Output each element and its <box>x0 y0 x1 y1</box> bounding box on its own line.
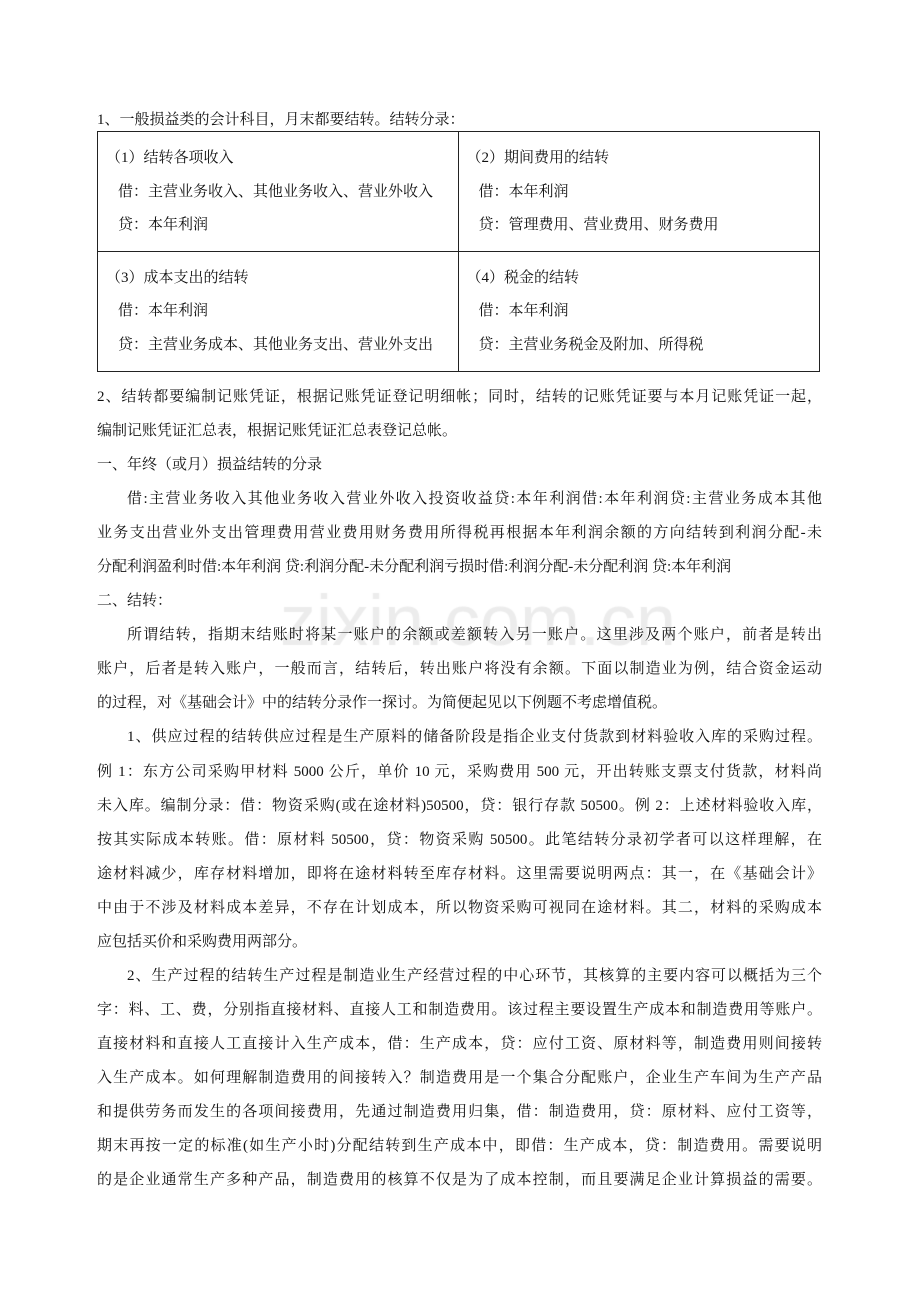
heading-2: 二、结转： <box>97 593 173 610</box>
text-line: 期末再按一定的标准(如生产小时)分配结转到生产成本中，即借：生产成本，贷：制造费用。需要说明 <box>97 1138 822 1155</box>
text-line: 应包括买价和采购费用两部分。 <box>97 933 308 950</box>
table-cell <box>98 252 459 372</box>
cell-heading: （1）结转各项收入 <box>106 150 234 166</box>
text-line: 途材料减少，库存材料增加，即将在途材料转至库存材料。这里需要说明两点：其一，在《基础会计》 <box>97 865 822 882</box>
paragraph-6 <box>97 959 822 1197</box>
heading-1: 一、年终（或月）损益结转的分录 <box>97 457 323 474</box>
text-line: 借:主营业务收入其他业务收入营业外收入投资收益贷:本年利润借:本年利润贷:主营业务成本其他 <box>127 491 822 508</box>
text-line: 的过程，对《基础会计》中的结转分录作一探讨。为简便起见以下例题不考虑增值税。 <box>97 695 668 712</box>
cell-credit: 贷：管理费用、营业费用、财务费用 <box>478 217 719 233</box>
text-line: 1、供应过程的结转供应过程是生产原料的储备阶段是指企业支付货款到材料验收入库的采购过程。 <box>127 729 822 746</box>
text-line: 的是企业通常生产多种产品，制造费用的核算不仅是为了成本控制，而且要满足企业计算损益的需要。 <box>97 1172 822 1189</box>
section-title: 1、一般损益类的会计科目，月末都要结转。结转分录： <box>97 112 465 128</box>
cell-credit: 贷：本年利润 <box>118 217 209 233</box>
text-line: 账户，后者是转入账户，一般而言，结转后，转出账户将没有余额。下面以制造业为例，结合资金运动 <box>97 661 822 678</box>
text-line: 编制记账凭证汇总表，根据记账凭证汇总表登记总帐。 <box>97 423 458 440</box>
paragraph-3 <box>97 482 822 584</box>
cell-debit: 借：本年利润 <box>478 303 569 319</box>
text-line: 所谓结转，指期末结账时将某一账户的余额或差额转入另一账户。这里涉及两个账户，前者是转出 <box>127 627 822 644</box>
document-body <box>97 380 822 1197</box>
cell-heading: （4）税金的结转 <box>466 269 580 286</box>
text-line: 中由于不涉及材料成本差异，不存在计划成本，所以物资采购可视同在途材料。其二，材料的采购成本 <box>97 899 822 916</box>
cell-debit: 借：主营业务收入、其他业务收入、营业外收入 <box>118 183 434 200</box>
paragraph-5 <box>97 720 822 958</box>
paragraph-4 <box>97 618 822 720</box>
text-line: 未入库。编制分录：借：物资采购(或在途材料)50500，贷：银行存款 50500。例 2：上述材料验收入库， <box>97 797 822 814</box>
text-line: 入生产成本。如何理解制造费用的间接转入？制造费用是一个集合分配账户，企业生产车间为生产产品 <box>97 1069 822 1086</box>
cell-credit: 贷：主营业务成本、其他业务支出、营业外支出 <box>118 336 434 353</box>
table-cell <box>459 132 820 252</box>
table-cell <box>98 132 459 252</box>
cell-debit: 借：本年利润 <box>478 183 569 200</box>
cell-heading: （3）成本支出的结转 <box>106 269 249 286</box>
text-line: 字：料、工、费，分别指直接材料、直接人工和制造费用。该过程主要设置生产成本和制造费用等账户。 <box>97 1001 822 1018</box>
table-cell <box>459 252 820 372</box>
cell-credit: 贷：主营业务税金及附加、所得税 <box>478 336 704 353</box>
text-line: 2、结转都要编制记账凭证，根据记账凭证登记明细帐；同时，结转的记账凭证要与本月记账凭证一起， <box>97 389 822 405</box>
cell-debit: 借：本年利润 <box>118 303 209 319</box>
entries-table <box>97 131 820 372</box>
text-line: 业务支出营业外支出管理费用营业费用财务费用所得税再根据本年利润余额的方向结转到利润分配-未 <box>97 525 822 542</box>
text-line: 分配利润盈利时借:本年利润 贷:利润分配-未分配利润亏损时借:利润分配-未分配利润 贷:本年利润 <box>97 559 732 576</box>
text-line: 和提供劳务而发生的各项间接费用，先通过制造费用归集，借：制造费用，贷：原材料、应付工资等， <box>97 1103 822 1120</box>
text-line: 直接材料和直接人工直接计入生产成本，借：生产成本，贷：应付工资、原材料等，制造费用则间接转 <box>97 1035 822 1052</box>
text-line: 例 1：东方公司采购甲材料 5000 公斤，单价 10 元，采购费用 500 元，开出转账支票支付货款，材料尚 <box>97 763 822 780</box>
paragraph-2 <box>97 380 822 448</box>
text-line: 2、生产过程的结转生产过程是制造业生产经营过程的中心环节，其核算的主要内容可以概括为三个 <box>127 967 822 984</box>
text-line: 按其实际成本转账。借：原材料 50500，贷：物资采购 50500。此笔结转分录初学者可以这样理解，在 <box>97 831 822 848</box>
cell-heading: （2）期间费用的结转 <box>466 150 610 166</box>
